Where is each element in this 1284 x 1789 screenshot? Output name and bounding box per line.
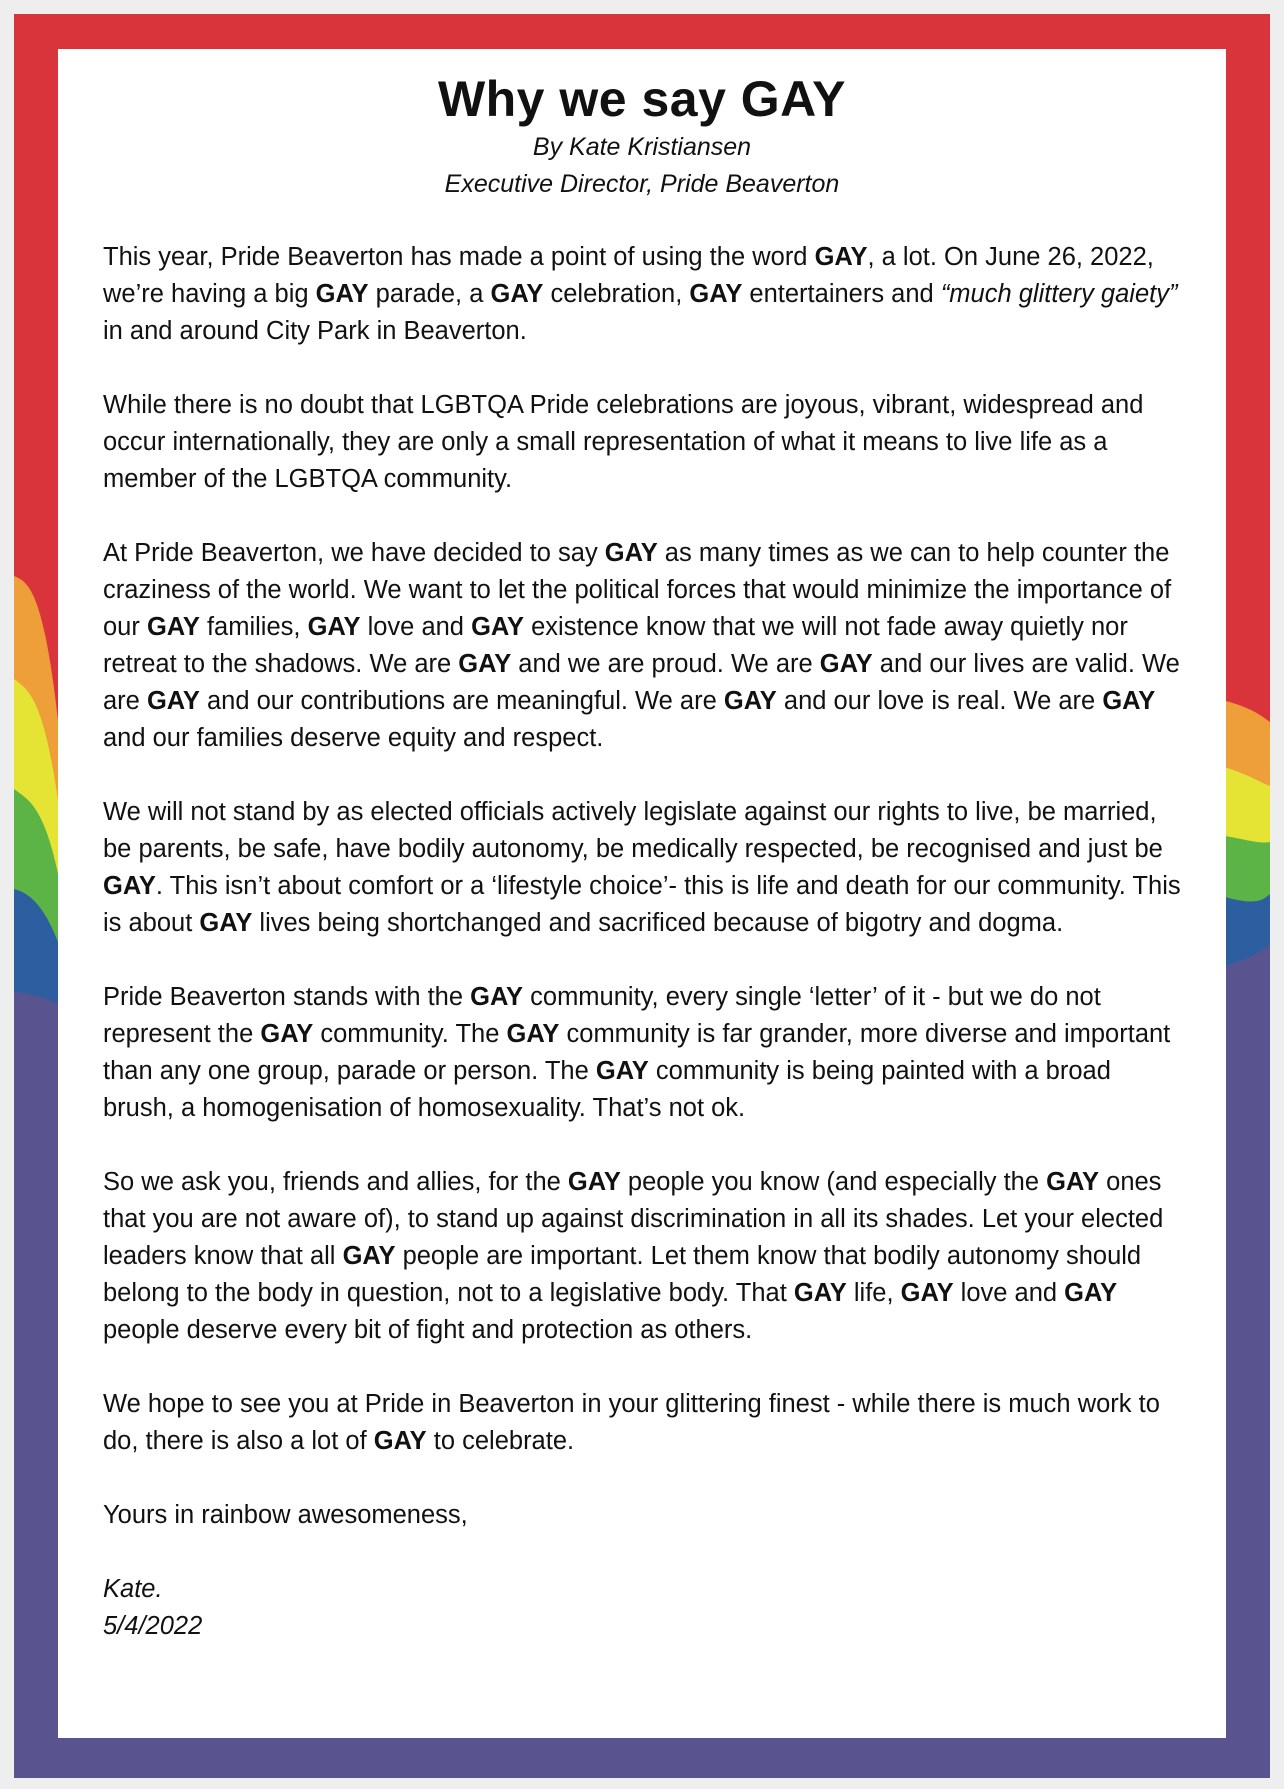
text-run: families, xyxy=(199,613,308,641)
text-run: So we ask you, friends and allies, for the xyxy=(103,1168,568,1196)
text-run: community is being painted with a broad brush, a homogenisation of homosexuality. That’s not ok. xyxy=(103,1057,1111,1122)
emphasis-word: GAY xyxy=(342,1242,396,1270)
closing-line: Yours in rainbow awesomeness, xyxy=(103,1501,468,1529)
emphasis-word: GAY xyxy=(1046,1168,1100,1196)
text-run: . This isn’t about comfort or a ‘lifestyle choice’- this is life and death for our community. This is about xyxy=(103,872,1181,937)
emphasis-word: GAY xyxy=(814,243,868,271)
text-run: This year, Pride Beaverton has made a point of using the word xyxy=(103,243,815,271)
document-date: 5/4/2022 xyxy=(103,1612,203,1640)
emphasis-word: GAY xyxy=(900,1279,954,1307)
emphasis-word: GAY xyxy=(307,613,361,641)
italic-quote: “much glittery gaiety” xyxy=(940,280,1178,308)
text-run: in and around City Park in Beaverton. xyxy=(103,317,527,345)
text-run: While there is no doubt that LGBTQA Pride celebrations are joyous, vibrant, widespread and occur internationally, they are only a small representation of what it means to live life as a member of the LGBTQA community. xyxy=(103,391,1144,493)
text-run: We hope to see you at Pride in Beaverton in your glittering finest - while there is much work to do, there is also a lot of xyxy=(103,1390,1160,1455)
text-run: community is far grander, more diverse and important than any one group, parade or person. The xyxy=(103,1020,1171,1085)
document-title: Why we say GAY xyxy=(437,71,847,127)
emphasis-word: GAY xyxy=(146,687,200,715)
emphasis-word: GAY xyxy=(604,539,658,567)
emphasis-word: GAY xyxy=(103,872,156,900)
body-paragraph xyxy=(103,794,1181,942)
text-run: love and xyxy=(953,1279,1065,1307)
text-run: people deserve every bit of fight and protection as others. xyxy=(103,1316,753,1344)
author-line: By Kate Kristiansen xyxy=(532,133,752,161)
text-run: and our lives are valid. We are xyxy=(103,650,1180,715)
emphasis-word: GAY xyxy=(595,1057,649,1085)
emphasis-word: GAY xyxy=(723,687,777,715)
text-run: people are important. Let them know that bodily autonomy should belong to the body in question, not to a legislative body. That xyxy=(103,1242,1142,1307)
text-run: We will not stand by as elected officials actively legislate against our rights to live, be married, be parents, be safe, have bodily autonomy, be medically respected, be recognised and just be xyxy=(103,798,1163,863)
text-run: celebration, xyxy=(543,280,690,308)
signature: Kate. xyxy=(103,1575,163,1603)
emphasis-word: GAY xyxy=(567,1168,621,1196)
text-run: and our contributions are meaningful. We are xyxy=(199,687,724,715)
emphasis-word: GAY xyxy=(470,983,524,1011)
emphasis-word: GAY xyxy=(146,613,200,641)
emphasis-word: GAY xyxy=(471,613,525,641)
text-run: community. The xyxy=(313,1020,507,1048)
text-run: and we are proud. We are xyxy=(511,650,820,678)
document-page xyxy=(58,49,1226,1738)
body-paragraph xyxy=(103,535,1181,757)
text-run: and our love is real. We are xyxy=(776,687,1103,715)
text-run: entertainers and xyxy=(742,280,941,308)
body-paragraph xyxy=(103,239,1181,350)
text-run: , a lot. On June 26, 2022, we’re having a big xyxy=(103,243,1154,308)
text-run: to celebrate. xyxy=(426,1427,575,1455)
body-paragraph xyxy=(103,387,1181,498)
emphasis-word: GAY xyxy=(315,280,369,308)
text-run: parade, a xyxy=(368,280,491,308)
emphasis-word: GAY xyxy=(1064,1279,1118,1307)
text-run: life, xyxy=(846,1279,901,1307)
emphasis-word: GAY xyxy=(199,909,253,937)
body-paragraph xyxy=(103,1386,1181,1460)
text-run: as many times as we can to help counter the craziness of the world. We want to let the political forces that would minimize the importance of our xyxy=(103,539,1172,641)
text-run: existence know that we will not fade away quietly nor retreat to the shadows. We are xyxy=(103,613,1128,678)
text-run: love and xyxy=(360,613,472,641)
emphasis-word: GAY xyxy=(506,1020,560,1048)
text-run: ones that you are not aware of), to stand up against discrimination in all its shades. Let your elected leaders know that all xyxy=(103,1168,1164,1270)
text-run: people you know (and especially the xyxy=(620,1168,1047,1196)
author-role-line: Executive Director, Pride Beaverton xyxy=(444,170,840,198)
emphasis-word: GAY xyxy=(689,280,743,308)
text-run: At Pride Beaverton, we have decided to say xyxy=(103,539,605,567)
text-run: Pride Beaverton stands with the xyxy=(103,983,471,1011)
body-paragraph xyxy=(103,979,1181,1127)
document-body xyxy=(103,239,1181,1460)
emphasis-word: GAY xyxy=(793,1279,847,1307)
emphasis-word: GAY xyxy=(1102,687,1156,715)
emphasis-word: GAY xyxy=(458,650,512,678)
text-run: lives being shortchanged and sacrificed because of bigotry and dogma. xyxy=(252,909,1064,937)
emphasis-word: GAY xyxy=(490,280,544,308)
body-paragraph xyxy=(103,1164,1181,1349)
emphasis-word: GAY xyxy=(819,650,873,678)
emphasis-word: GAY xyxy=(260,1020,314,1048)
text-run: community, every single ‘letter’ of it - but we do not represent the xyxy=(103,983,1101,1048)
emphasis-word: GAY xyxy=(373,1427,427,1455)
text-run: and our families deserve equity and respect. xyxy=(103,724,604,752)
